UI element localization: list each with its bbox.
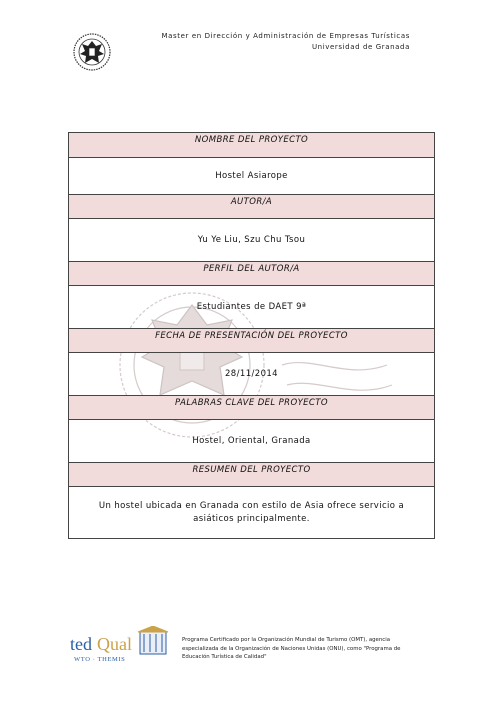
label-author: AUTOR/A bbox=[69, 194, 434, 218]
logo-subtitle: WTO · THEMIS bbox=[74, 656, 126, 663]
value-author-profile: Estudiantes de DAET 9ª bbox=[69, 285, 434, 328]
value-keywords: Hostel, Oriental, Granada bbox=[69, 419, 434, 462]
project-info-table bbox=[68, 132, 435, 539]
logo-qual: Qual bbox=[97, 634, 132, 654]
value-project-name: Hostel Asiarope bbox=[69, 157, 434, 194]
value-author: Yu Ye Liu, Szu Chu Tsou bbox=[69, 218, 434, 261]
value-summary: Un hostel ubicada en Granada con estilo de Asia ofrece servicio a asiáticos principalmente. bbox=[69, 486, 434, 538]
label-presentation-date: FECHA DE PRESENTACIÓN DEL PROYECTO bbox=[69, 328, 434, 352]
label-summary: RESUMEN DEL PROYECTO bbox=[69, 462, 434, 486]
header-text bbox=[162, 31, 410, 53]
label-author-profile: PERFIL DEL AUTOR/A bbox=[69, 261, 434, 285]
header-program: Master en Dirección y Administración de Empresas Turísticas bbox=[161, 32, 410, 40]
label-keywords: PALABRAS CLAVE DEL PROYECTO bbox=[69, 395, 434, 419]
footer-certification-text: Programa Certificado por la Organización Mundial de Turismo (OMT), agencia especializada de la Organización de Naciones Unidas (ONU), como "Programa de Educación Turística de Calidad" bbox=[182, 637, 401, 660]
university-crest-icon bbox=[70, 32, 114, 72]
tedqual-logo bbox=[70, 626, 170, 664]
value-presentation-date: 28/11/2014 bbox=[69, 352, 434, 395]
header-university: Universidad de Granada bbox=[311, 43, 410, 51]
logo-ted: ted bbox=[70, 634, 92, 654]
label-project-name: NOMBRE DEL PROYECTO bbox=[69, 133, 434, 157]
